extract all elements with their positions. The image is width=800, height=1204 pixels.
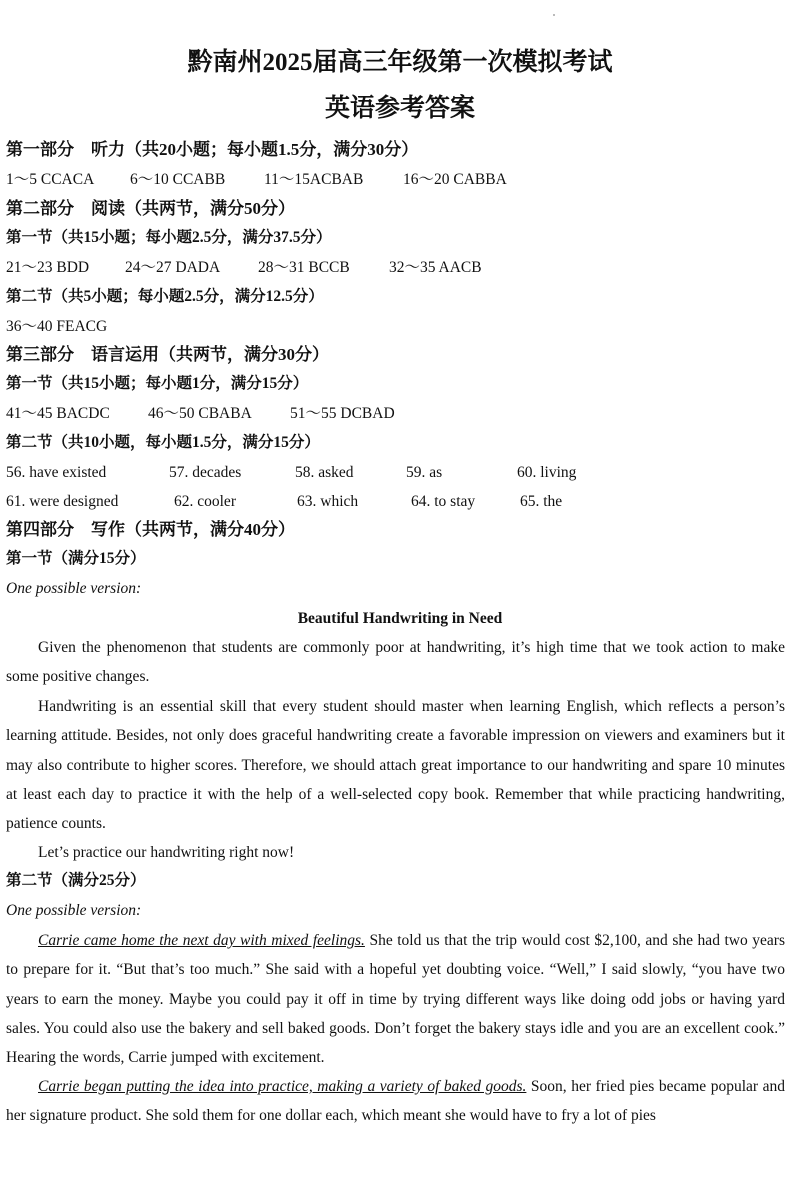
answer-group: 16～20 CABBA [403, 171, 507, 188]
part2-heading: 第二部分 阅读（共两节，满分50分） [6, 199, 295, 218]
answer-item: 61. were designed [6, 493, 119, 510]
part4-heading: 第四部分 写作（共两节，满分40分） [6, 520, 295, 539]
answer-item: 63. which [297, 493, 359, 510]
part4-sec2-heading: 第二节（满分25分） [6, 872, 146, 889]
continuation-paragraph [6, 926, 785, 1072]
version-label: One possible version: [6, 580, 142, 597]
paragraph-body: She told us that the trip would cost $2,100, and she had two years to prepare for it. “But that’s too much.” She said with a hopeful yet doubting voice. “Well,” I said slowly, “you have two years to earn the money. Maybe you could pay it off in time by trying different ways like doing odd jobs or having yard sales. You could also use the bakery and sell baked goods. Don’t forget the bakery stays idle and you are an excellent cook.” Hearing the words, Carrie jumped with excitement. [6, 932, 785, 1067]
answer-item: 60. living [517, 464, 577, 481]
answer-group: 36～40 FEACG [6, 318, 108, 335]
answer-group: 11～15ACBAB [264, 171, 364, 188]
paragraph-lead-sentence: Carrie began putting the idea into practice, making a variety of baked goods. [38, 1078, 527, 1095]
scan-speck [553, 14, 555, 16]
essay-paragraph: Handwriting is an essential skill that every student should master when learning English, which reflects a person’s learning attitude. Besides, not only does graceful handwriting create a favorable impression on viewers and examiners but it may also contribute to higher scores. Therefore, we should attach great importance to our handwriting and spare 10 minutes at least each day to practice it with the help of a well-selected copy book. Remember that while practicing handwriting, patience counts. [6, 698, 785, 833]
answer-item: 62. cooler [174, 493, 236, 510]
version-label: One possible version: [6, 902, 142, 919]
answer-group: 41～45 BACDC [6, 405, 110, 422]
part3-heading: 第三部分 语言运用（共两节，满分30分） [6, 345, 329, 364]
answer-item: 64. to stay [411, 493, 476, 510]
answer-group: 46～50 CBABA [148, 405, 252, 422]
paragraph-body: Soon, her fried pies became popular and her signature product. She sold them for one dollar each, which meant she would have to fry a lot of pies [6, 1078, 785, 1125]
part2-sec1-heading: 第一节（共15小题；每小题2.5分，满分37.5分） [6, 229, 332, 246]
answer-group: 51～55 DCBAD [290, 405, 395, 422]
answer-item: 56. have existed [6, 464, 107, 481]
answer-group: 21～23 BDD [6, 259, 90, 276]
essay-paragraph: Given the phenomenon that students are commonly poor at handwriting, it’s high time that we took action to make some positive changes. [6, 639, 785, 686]
answer-item: 58. asked [295, 464, 354, 481]
paragraph-lead-sentence: Carrie came home the next day with mixed feelings. [38, 932, 365, 949]
answer-group: 32～35 AACB [389, 259, 482, 276]
page-subtitle: 英语参考答案 [324, 95, 475, 122]
part4-sec1-heading: 第一节（满分15分） [6, 550, 146, 567]
essay-title: Beautiful Handwriting in Need [297, 610, 503, 627]
essay-paragraph: Let’s practice our handwriting right now! [38, 844, 295, 861]
part3-sec2-heading: 第二节（共10小题，每小题1.5分，满分15分） [6, 434, 320, 451]
answer-item: 59. as [406, 464, 443, 481]
answer-group: 24～27 DADA [125, 259, 221, 276]
answer-item: 65. the [520, 493, 563, 510]
answer-item: 57. decades [169, 464, 242, 481]
part3-sec1-heading: 第一节（共15小题；每小题1分，满分15分） [6, 375, 309, 392]
continuation-paragraph [6, 1072, 785, 1131]
part1-heading: 第一部分 听力（共20小题；每小题1.5分，满分30分） [6, 140, 419, 159]
answer-group: 1～5 CCACA [6, 171, 95, 188]
answer-group: 6～10 CCABB [130, 171, 226, 188]
answer-group: 28～31 BCCB [258, 259, 350, 276]
page-title: 黔南州2025届高三年级第一次模拟考试 [187, 49, 613, 76]
part2-sec2-heading: 第二节（共5小题；每小题2.5分，满分12.5分） [6, 288, 324, 305]
